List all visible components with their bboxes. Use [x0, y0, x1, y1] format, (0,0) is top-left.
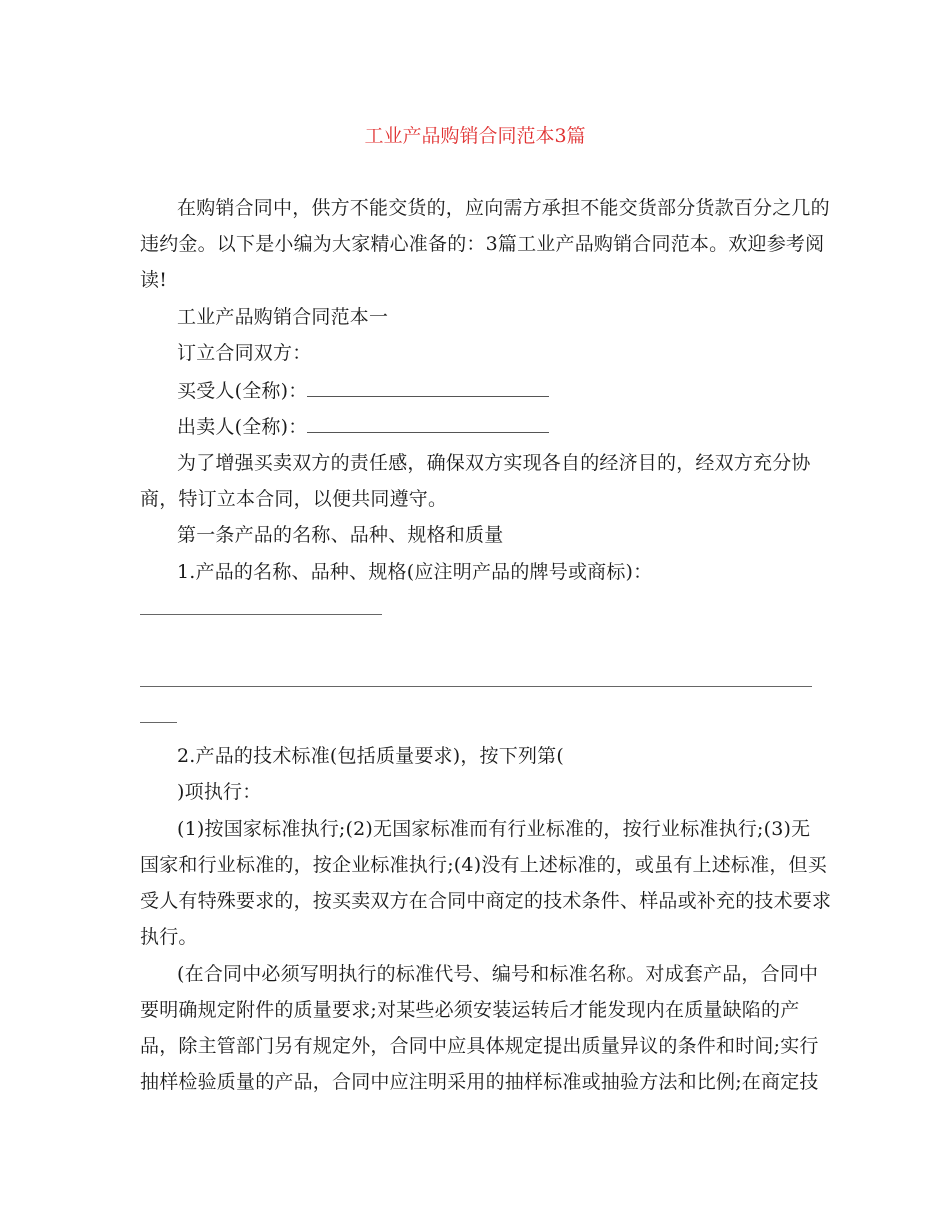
- standards-line-3: 受人有特殊要求的，按买卖双方在合同中商定的技术条件、样品或补充的技术要求: [140, 890, 832, 912]
- purpose-line-1: 为了增强买卖双方的责任感，确保双方实现各自的经济目的，经双方充分协: [177, 452, 811, 474]
- intro-line-2: 违约金。以下是小编为大家精心准备的：3篇工业产品购销合同范本。欢迎参考阅: [140, 233, 825, 255]
- item-1: 1.产品的名称、品种、规格(应注明产品的牌号或商标)：: [177, 561, 653, 583]
- note-line-3: 品，除主管部门另有规定外，合同中应具体规定提出质量异议的条件和时间;实行: [140, 1035, 819, 1057]
- document-title: 工业产品购销合同范本3篇: [364, 125, 586, 147]
- standards-line-4: 执行。: [140, 926, 198, 948]
- article-1-heading: 第一条产品的名称、品种、规格和质量: [177, 524, 504, 546]
- standards-line-1: (1)按国家标准执行;(2)无国家标准而有行业标准的，按行业标准执行;(3)无: [177, 818, 811, 840]
- contract-heading: 工业产品购销合同范本一: [177, 306, 389, 328]
- purpose-line-2: 商，特订立本合同，以便共同遵守。: [140, 488, 448, 510]
- intro-line-1: 在购销合同中，供方不能交货的，应向需方承担不能交货部分货款百分之几的: [177, 197, 830, 219]
- parties-label: 订立合同双方：: [177, 342, 312, 364]
- standards-line-2: 国家和行业标准的，按企业标准执行;(4)没有上述标准的，或虽有上述标准，但买: [140, 854, 827, 876]
- buyer-label: 买受人(全称)：: [177, 380, 308, 402]
- product-blank-line: [140, 614, 382, 615]
- item-2-line-1: 2.产品的技术标准(包括质量要求)，按下列第(: [177, 745, 564, 767]
- seller-row: [177, 414, 852, 439]
- item-2-line-2: )项执行：: [177, 781, 262, 803]
- buyer-name-blank: [307, 378, 549, 397]
- note-line-2: 要明确规定附件的质量要求;对某些必须安装运转后才能发现内在质量缺陷的产: [140, 999, 800, 1021]
- buyer-row: [177, 378, 852, 403]
- note-line-1: (在合同中必须写明执行的标准代号、编号和标准名称。对成套产品，合同中: [177, 963, 819, 985]
- note-line-4: 抽样检验质量的产品，合同中应注明采用的抽样标准或抽验方法和比例;在商定技: [140, 1071, 819, 1093]
- intro-line-3: 读!: [140, 269, 168, 291]
- seller-label: 出卖人(全称)：: [177, 416, 308, 438]
- seller-name-blank: [307, 414, 549, 433]
- long-blank-line: [140, 686, 812, 687]
- long-blank-line-end: [140, 722, 177, 723]
